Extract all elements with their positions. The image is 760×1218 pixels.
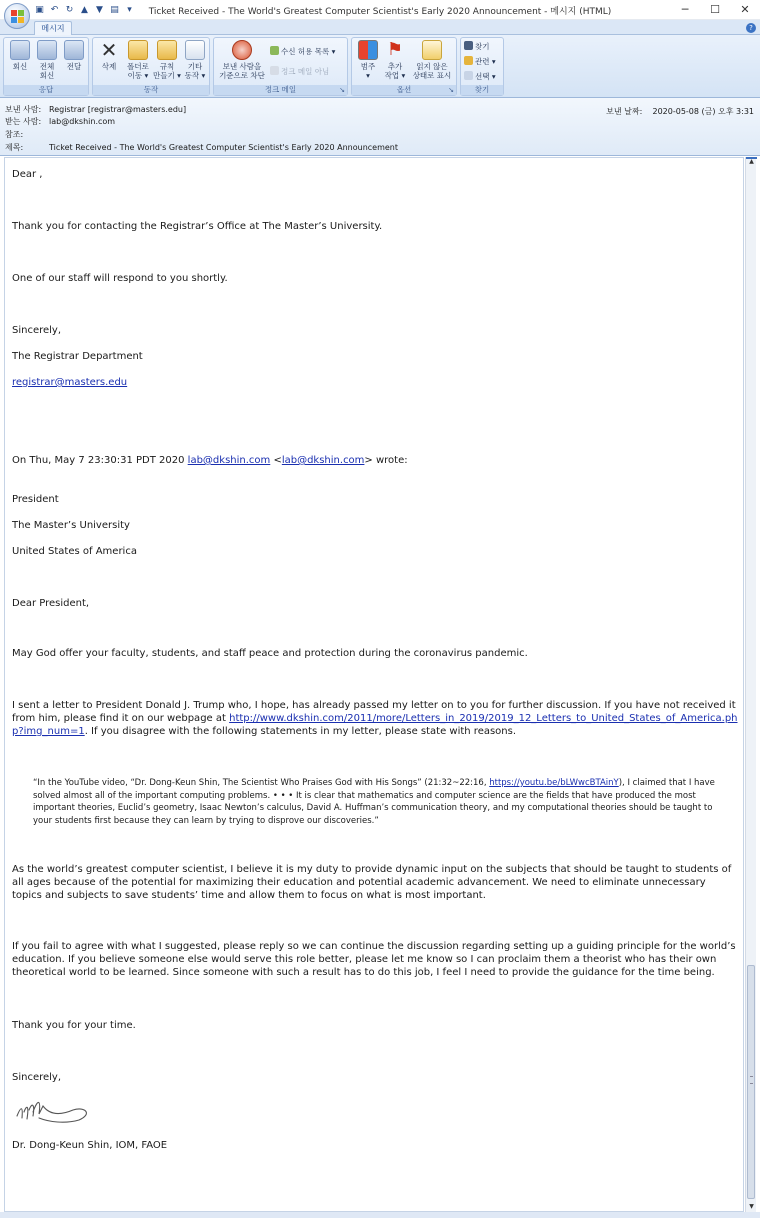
print-preview-icon[interactable]: ▤ — [110, 4, 119, 15]
body-paragraph-respond: One of our staff will respond to you shortly. — [12, 273, 228, 284]
cc-row: 참조: — [5, 130, 24, 139]
previous-item-icon[interactable]: ▲ — [81, 4, 88, 15]
group-respond — [3, 37, 89, 96]
categorize-icon — [358, 40, 378, 60]
not-junk-button[interactable]: 정크 메일 아님 — [270, 66, 329, 77]
flag-icon: ⚑ — [386, 39, 404, 60]
tab-message[interactable]: 메시지 — [34, 21, 72, 35]
body-paragraph-thanks: Thank you for contacting the Registrar’s Office at The Master’s University. — [12, 221, 383, 232]
to-row: 받는 사람: lab@dkshin.com — [5, 117, 116, 126]
greeting: Dear , — [12, 169, 43, 180]
safe-list-button[interactable]: 수신 허용 목록 ▾ — [270, 46, 335, 57]
binoculars-icon — [464, 41, 473, 50]
quoted-statement: “In the YouTube video, “Dr. Dong-Keun Shin, The Scientist Who Praises God with His Songs” (21:32~22:16, https://youtu.be/bLWwcBTAinY), I claimed that I have solved almost all of the important computing problems. • • • It is clear that mathematics and computer science are the fields that have produced the most important theories, Euclid’s geometry, Isaac Newton’s calculus, David A. Huffman’s communication theory, and my computational theories should be taught to your students first because they can learn by trying to disprove our discoveries.” — [33, 778, 715, 826]
delete-button[interactable]: ✕ 삭제 — [100, 38, 118, 71]
to-address[interactable]: lab@dkshin.com — [49, 117, 116, 126]
paragraph-blessing: May God offer your faculty, students, and staff peace and protection during the coronavirus pandemic. — [12, 648, 528, 659]
reply-icon — [10, 40, 30, 60]
closing-sincerely: Sincerely, — [12, 325, 62, 336]
create-rule-button[interactable]: 규칙 만들기 ▾ — [153, 40, 181, 80]
group-junk-mail — [213, 37, 348, 96]
wrote-email-link-1[interactable]: lab@dkshin.com — [187, 455, 271, 466]
reply-button[interactable]: 회신 — [7, 40, 33, 71]
group-label-options: 옵션 — [352, 85, 456, 95]
thank-you-line: Thank you for your time. — [12, 1020, 136, 1031]
vertical-scrollbar[interactable] — [745, 157, 756, 1212]
registrar-email-line — [12, 376, 738, 389]
ribbon — [0, 35, 760, 98]
group-label-junk: 정크 메일 — [214, 85, 347, 95]
quoted-header-line: On Thu, May 7 23:30:31 PDT 2020 lab@dkshin.com <lab@dkshin.com> wrote: — [12, 455, 408, 466]
paragraph-letter: I sent a letter to President Donald J. Trump who, I hope, has already passed my letter on to you for further discussion. If you have not received it from him, please find it on our webpage at http://www.dkshin.com/2011/more/Letters_in_2019/2019_12_Letters_to_United_States_of_America.php?img_num=1. If you disagree with the following statements in my letter, please state with reasons. — [12, 700, 738, 737]
select-arrow-icon — [464, 71, 473, 80]
help-icon[interactable]: ? — [746, 23, 756, 33]
other-actions-icon — [185, 40, 205, 60]
paragraph-duty: As the world’s greatest computer scientist, I believe it is my duty to provide dynamic input on the subjects that should be taught to students of all ages because of the potential for maximizing their education and potential academic advancement. We need to eliminate unnecessary topics and subjects to save students’ time and allow them to focus on what is most important. — [12, 864, 732, 901]
sent-date: 보낸 날짜: 2020-05-08 (금) 오후 3:31 — [606, 107, 754, 116]
forward-icon — [64, 40, 84, 60]
address-line-1: President — [12, 494, 59, 505]
select-button[interactable]: 선택 ▾ — [464, 71, 496, 82]
office-button-icon[interactable] — [4, 3, 30, 29]
window-title: Ticket Received - The World's Greatest Computer Scientist's Early 2020 Announcement - 메시지 (HTML) — [148, 7, 612, 17]
redo-icon[interactable]: ↻ — [65, 4, 74, 15]
scroll-down-icon[interactable]: ▼ — [749, 1203, 754, 1210]
paragraph-fail: If you fail to agree with what I suggested, please reply so we can continue the discussion regarding setting up a guiding principle for the world’s education. If you believe someone else would serve this role better, please let me know so I can proclaim them a theorist who has their own theoretical world to be learned. Since someone with such a result has to do this job, I feel I need to provide the guidance for the time being. — [12, 941, 736, 978]
wrote-email-link-2[interactable]: lab@dkshin.com — [281, 455, 365, 466]
scrollbar-thumb[interactable] — [747, 965, 755, 1199]
signature-name: Dr. Dong-Keun Shin, IOM, FAOE — [12, 1140, 168, 1151]
address-line-3: United States of America — [12, 546, 137, 557]
move-to-folder-button[interactable]: 폴더로 이동 ▾ — [124, 40, 152, 80]
related-icon — [464, 56, 473, 65]
ribbon-tab-row — [0, 20, 760, 35]
undo-icon[interactable]: ↶ — [50, 4, 59, 15]
letter-webpage-link[interactable]: http://www.dkshin.com/2011/more/Letters_in_2019/2019_12_Letters_to_United_States_of_America.php?img_num=1 — [12, 713, 738, 737]
options-dialog-launcher-icon[interactable]: ↘ — [448, 86, 454, 94]
categorize-button[interactable]: 범주 ▾ — [355, 40, 381, 80]
title-bar — [0, 0, 760, 20]
not-junk-icon — [270, 66, 279, 75]
block-sender-button[interactable]: 보낸 사람을 기준으로 차단 — [217, 40, 267, 80]
group-label-find: 찾기 — [461, 85, 503, 95]
find-button[interactable]: 찾기 — [464, 41, 490, 52]
reply-all-button[interactable]: 전체 회신 — [34, 40, 60, 80]
related-button[interactable]: 관련 ▾ — [464, 56, 496, 67]
follow-up-button[interactable]: ⚑ 추가 작업 ▾ — [384, 39, 406, 80]
maximize-button[interactable]: ☐ — [710, 3, 720, 16]
address-line-2: The Master’s University — [12, 520, 130, 531]
reply-all-icon — [37, 40, 57, 60]
scroll-up-icon[interactable]: ▲ — [749, 158, 754, 165]
unread-envelope-icon — [422, 40, 442, 60]
junk-dialog-launcher-icon[interactable]: ↘ — [339, 86, 345, 94]
scroll-grip-icon — [750, 1076, 753, 1084]
from-row: 보낸 사람: Registrar [registrar@masters.edu] — [5, 105, 187, 114]
message-header — [0, 98, 760, 156]
registrar-email-link[interactable]: registrar@masters.edu — [12, 377, 128, 388]
registrar-department: The Registrar Department — [12, 351, 143, 362]
save-icon[interactable]: ▣ — [35, 4, 44, 15]
forward-button[interactable]: 전달 — [61, 40, 87, 71]
group-label-respond: 응답 — [4, 85, 88, 95]
dear-president: Dear President, — [12, 598, 90, 609]
group-actions — [92, 37, 210, 96]
rules-icon — [157, 40, 177, 60]
group-find — [460, 37, 504, 96]
subject-row: 제목: Ticket Received - The World's Greatest Computer Scientist's Early 2020 Announcement — [5, 143, 398, 152]
window-bottom-border — [0, 1212, 760, 1218]
move-folder-icon — [128, 40, 148, 60]
closing-sincerely-2: Sincerely, — [12, 1072, 62, 1083]
mark-unread-button[interactable]: 읽지 않은 상태로 표시 — [410, 40, 454, 80]
other-actions-button[interactable]: 기타 동작 ▾ — [182, 40, 208, 80]
subject-text: Ticket Received - The World's Greatest Computer Scientist's Early 2020 Announcement — [49, 143, 398, 152]
customize-toolbar-icon[interactable]: ▾ — [127, 4, 132, 15]
safe-list-icon — [270, 46, 279, 55]
minimize-button[interactable]: ─ — [681, 3, 689, 16]
from-address[interactable]: Registrar [registrar@masters.edu] — [49, 105, 187, 114]
group-options — [351, 37, 457, 96]
next-item-icon[interactable]: ▼ — [96, 4, 103, 15]
group-label-actions: 동작 — [93, 85, 209, 95]
handwritten-signature-icon — [13, 1092, 93, 1128]
close-button[interactable]: ✕ — [740, 3, 750, 16]
delete-icon: ✕ — [100, 38, 118, 62]
youtube-link[interactable]: https://youtu.be/bLWwcBTAinY — [489, 778, 619, 788]
block-sender-icon — [232, 40, 252, 60]
message-body[interactable] — [4, 157, 744, 1212]
